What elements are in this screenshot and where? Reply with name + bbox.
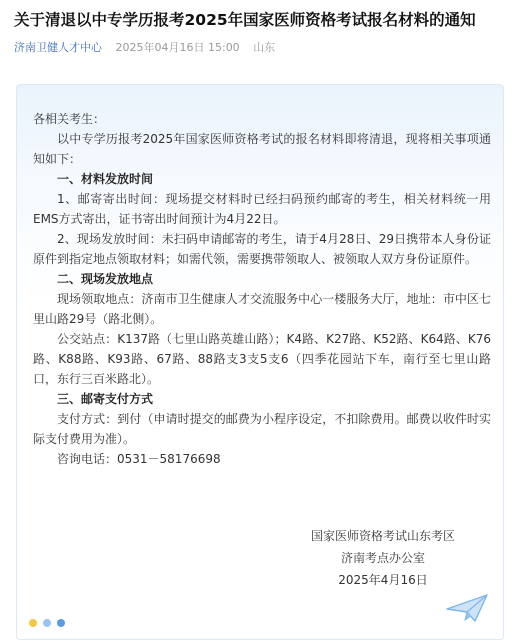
signature-block (283, 525, 483, 591)
notice-body (33, 109, 491, 469)
account-name-link[interactable]: 济南卫健人才中心 (14, 41, 102, 54)
decor-dot-lightblue (43, 619, 51, 627)
section-1-item-2: 2、现场发放时间：未扫码申请邮寄的考生，请于4月28日、29日携带本人身份证原件到指定地点领取材料；如需代领，需要携带领取人、被领取人双方身份证原件。 (33, 232, 491, 266)
decor-dot-blue (57, 619, 65, 627)
paper-plane-icon (445, 593, 489, 623)
article-meta (14, 40, 275, 56)
greeting: 各相关考生： (33, 112, 106, 126)
section-2-title: 二、现场发放地点 (57, 272, 154, 286)
section-3-payment: 支付方式：到付（申请时提交的邮费为小程序设定，不扣除费用。邮费以收件时实际支付费用为准）。 (33, 412, 491, 446)
section-1-title: 一、材料发放时间 (57, 172, 154, 186)
section-2-bus: 公交站点：K137路（七里山路英雄山路）；K4路、K27路、K52路、K64路、K76路、K88路、K93路、67路、88路支3支5支6（四季花园站下车，南行至七里山路口，东行三百米路北）。 (33, 332, 491, 386)
section-2-location: 现场领取地点：济南市卫生健康人才交流服务中心一楼服务大厅，地址：市中区七里山路29号（路北侧）。 (33, 292, 491, 326)
section-3-title: 三、邮寄支付方式 (57, 392, 154, 406)
signature-org: 国家医师资格考试山东考区 (310, 529, 455, 543)
intro-paragraph: 以中专学历报考2025年国家医师资格考试的报名材料即将清退，现将相关事项通知如下： (33, 132, 491, 166)
section-1-item-1: 1、邮寄寄出时间：现场提交材料时已经扫码预约邮寄的考生，相关材料统一用EMS方式寄出，证书寄出时间预计为4月22日。 (33, 192, 491, 226)
decor-dots (29, 619, 65, 629)
article-title: 关于清退以中专学历报考2025年国家医师资格考试报名材料的通知 (14, 11, 476, 29)
publish-location: 山东 (253, 41, 276, 54)
signature-office: 济南考点办公室 (340, 551, 425, 565)
consult-phone: 咨询电话：0531－58176698 (57, 452, 221, 466)
decor-dot-yellow (29, 619, 37, 627)
publish-datetime: 2025年04月16日 15:00 (115, 41, 240, 54)
signature-date: 2025年4月16日 (338, 573, 428, 587)
notice-card (16, 84, 504, 640)
